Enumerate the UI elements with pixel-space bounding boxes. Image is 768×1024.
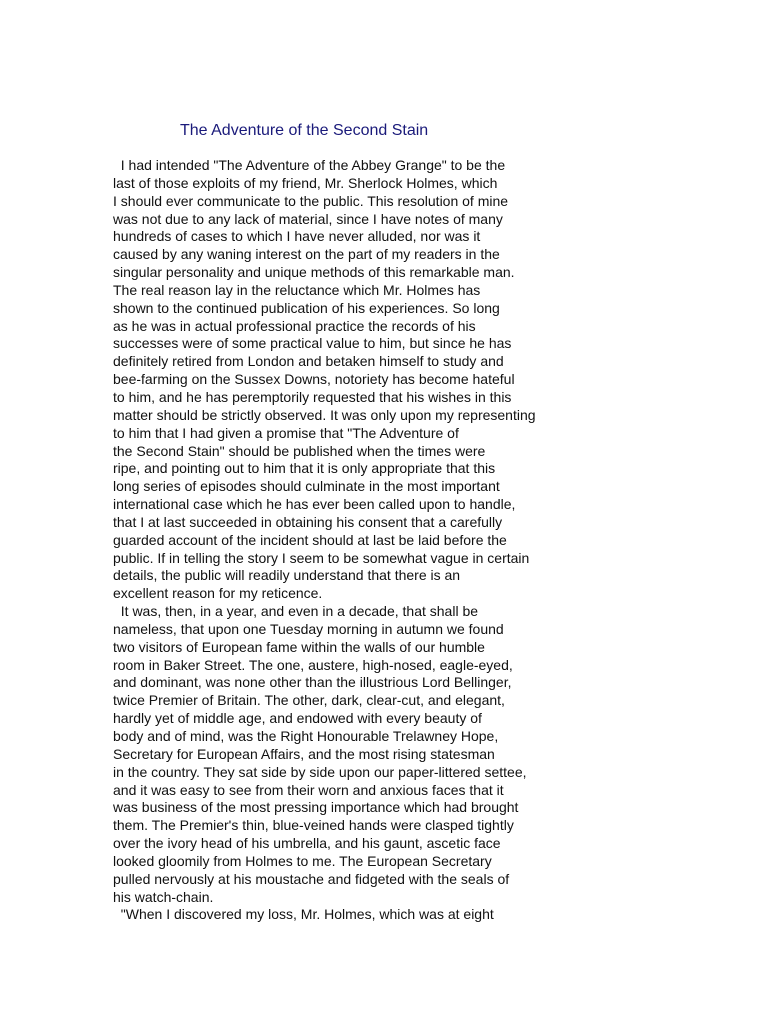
text-line: I had intended "The Adventure of the Abbey Grange" to be the: [113, 157, 506, 173]
text-line: that I at last succeeded in obtaining his consent that a carefully: [113, 513, 503, 530]
text-line: long series of episodes should culminate in the most important: [113, 478, 500, 495]
text-line: Secretary for European Affairs, and the most rising statesman: [113, 745, 495, 762]
document-body: [113, 157, 573, 924]
text-line: details, the public will readily understand that there is an: [113, 567, 461, 584]
text-line: public. If in telling the story I seem to be somewhat vague in certain: [113, 549, 530, 566]
text-line: definitely retired from London and betaken himself to study and: [113, 353, 504, 370]
text-line: I should ever communicate to the public. This resolution of mine: [113, 192, 509, 209]
text-line: bee-farming on the Sussex Downs, notoriety has become hateful: [113, 371, 515, 388]
text-line: international case which he has ever been called upon to handle,: [113, 496, 516, 513]
text-line: and dominant, was none other than the illustrious Lord Bellinger,: [113, 674, 512, 691]
text-line: shown to the continued publication of his experiences. So long: [113, 299, 500, 316]
text-line: was not due to any lack of material, since I have notes of many: [113, 210, 503, 227]
text-line: to him that I had given a promise that "The Adventure of: [113, 424, 459, 441]
text-line: as he was in actual professional practice the records of his: [113, 317, 476, 334]
text-line: over the ivory head of his umbrella, and his gaunt, ascetic face: [113, 835, 501, 852]
text-line: looked gloomily from Holmes to me. The European Secretary: [113, 852, 492, 869]
text-line: the Second Stain" should be published when the times were: [113, 442, 486, 459]
text-line: nameless, that upon one Tuesday morning in autumn we found: [113, 620, 504, 637]
text-line: to him, and he has peremptorily requested that his wishes in this: [113, 388, 512, 405]
text-line: ripe, and pointing out to him that it is only appropriate that this: [113, 460, 496, 477]
text-line: It was, then, in a year, and even in a decade, that shall be: [113, 603, 479, 620]
text-line: and it was easy to see from their worn and anxious faces that it: [113, 781, 504, 798]
text-line: singular personality and unique methods of this remarkable man.: [113, 264, 515, 281]
text-line: body and of mind, was the Right Honourable Trelawney Hope,: [113, 728, 499, 744]
text-line: two visitors of European fame within the walls of our humble: [113, 638, 485, 655]
text-line: hundreds of cases to which I have never alluded, nor was it: [113, 228, 481, 245]
text-line: "When I discovered my loss, Mr. Holmes, which was at eight: [113, 906, 494, 923]
text-line: pulled nervously at his moustache and fidgeted with the seals of: [113, 870, 510, 887]
text-line: last of those exploits of my friend, Mr. Sherlock Holmes, which: [113, 174, 498, 191]
text-line: was business of the most pressing importance which had brought: [113, 799, 519, 816]
text-line: excellent reason for my reticence.: [113, 585, 323, 602]
document-title: The Adventure of the Second Stain: [180, 122, 429, 139]
text-line: them. The Premier's thin, blue-veined hands were clasped tightly: [113, 817, 514, 834]
text-line: caused by any waning interest on the part of my readers in the: [113, 246, 500, 263]
text-line: successes were of some practical value to him, but since he has: [113, 335, 512, 352]
text-line: matter should be strictly observed. It was only upon my representing: [113, 406, 536, 423]
text-line: room in Baker Street. The one, austere, high-nosed, eagle-eyed,: [113, 656, 513, 673]
text-line: twice Premier of Britain. The other, dark, clear-cut, and elegant,: [113, 692, 505, 709]
text-line: guarded account of the incident should at last be laid before the: [113, 531, 507, 548]
text-line: The real reason lay in the reluctance which Mr. Holmes has: [113, 281, 481, 298]
text-line: in the country. They sat side by side upon our paper-littered settee,: [113, 763, 527, 780]
text-line: hardly yet of middle age, and endowed with every beauty of: [113, 710, 482, 727]
text-line: his watch-chain.: [113, 888, 214, 905]
